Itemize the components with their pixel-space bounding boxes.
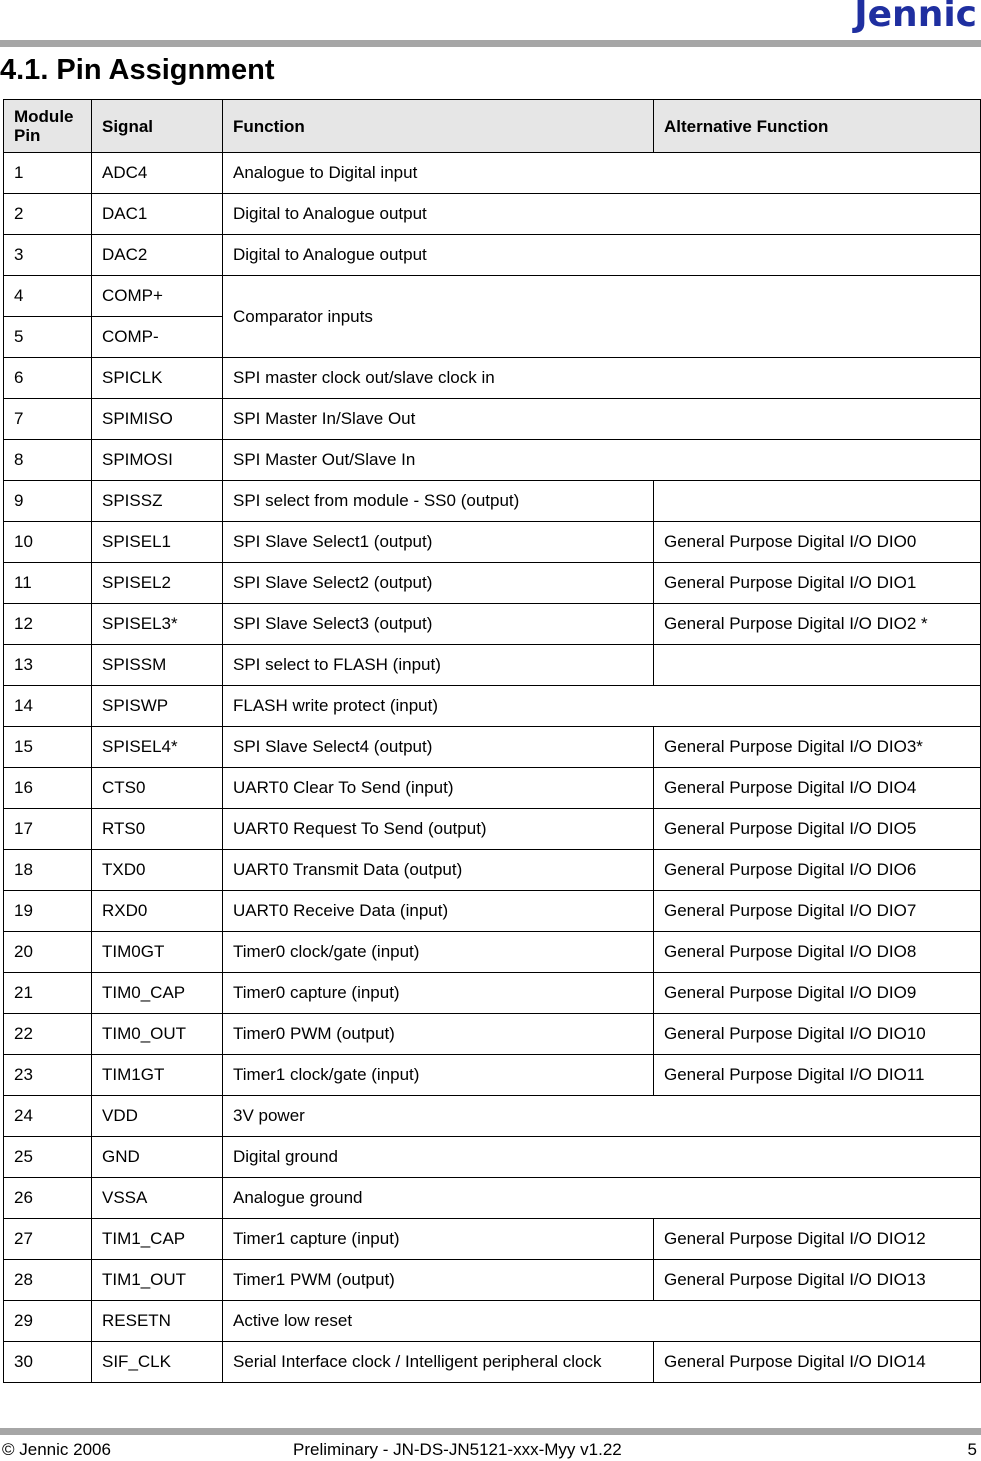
cell-function: SPI Slave Select4 (output) <box>223 727 654 768</box>
cell-function: Digital to Analogue output <box>223 194 981 235</box>
cell-alt-function: General Purpose Digital I/O DIO14 <box>654 1342 981 1383</box>
cell-alt-function: General Purpose Digital I/O DIO3* <box>654 727 981 768</box>
cell-alt-function: General Purpose Digital I/O DIO9 <box>654 973 981 1014</box>
cell-function: SPI master clock out/slave clock in <box>223 358 981 399</box>
cell-pin: 10 <box>4 522 92 563</box>
cell-pin: 26 <box>4 1178 92 1219</box>
table-row <box>4 153 981 194</box>
cell-alt-function: General Purpose Digital I/O DIO4 <box>654 768 981 809</box>
cell-pin: 28 <box>4 1260 92 1301</box>
cell-pin: 3 <box>4 235 92 276</box>
cell-function: SPI Slave Select3 (output) <box>223 604 654 645</box>
cell-signal: SPIMOSI <box>92 440 223 481</box>
cell-signal: TIM1_CAP <box>92 1219 223 1260</box>
cell-alt-function: General Purpose Digital I/O DIO11 <box>654 1055 981 1096</box>
pin-assignment-table <box>3 99 981 1383</box>
cell-alt-function <box>654 481 981 522</box>
cell-signal: ADC4 <box>92 153 223 194</box>
footer-rule <box>0 1428 981 1435</box>
table-row <box>4 850 981 891</box>
cell-signal: TIM0GT <box>92 932 223 973</box>
cell-function: FLASH write protect (input) <box>223 686 981 727</box>
cell-function: Timer1 capture (input) <box>223 1219 654 1260</box>
cell-alt-function: General Purpose Digital I/O DIO10 <box>654 1014 981 1055</box>
cell-function: Active low reset <box>223 1301 981 1342</box>
cell-function: Timer1 PWM (output) <box>223 1260 654 1301</box>
cell-function: SPI Master In/Slave Out <box>223 399 981 440</box>
cell-signal: SPISEL3* <box>92 604 223 645</box>
cell-function: SPI Slave Select2 (output) <box>223 563 654 604</box>
cell-signal: RXD0 <box>92 891 223 932</box>
header-alternative-function: Alternative Function <box>654 100 981 153</box>
cell-function: UART0 Receive Data (input) <box>223 891 654 932</box>
table-row <box>4 194 981 235</box>
table-row <box>4 1096 981 1137</box>
cell-signal: RESETN <box>92 1301 223 1342</box>
cell-function: Serial Interface clock / Intelligent peripheral clock <box>223 1342 654 1383</box>
cell-alt-function: General Purpose Digital I/O DIO7 <box>654 891 981 932</box>
cell-pin: 20 <box>4 932 92 973</box>
cell-pin: 22 <box>4 1014 92 1055</box>
table-row <box>4 1260 981 1301</box>
cell-signal: VDD <box>92 1096 223 1137</box>
cell-function: Comparator inputs <box>223 276 981 358</box>
table-row <box>4 1014 981 1055</box>
cell-signal: SPISWP <box>92 686 223 727</box>
table-row <box>4 768 981 809</box>
cell-function: SPI Slave Select1 (output) <box>223 522 654 563</box>
cell-pin: 4 <box>4 276 92 317</box>
table-row <box>4 809 981 850</box>
table-row <box>4 973 981 1014</box>
cell-alt-function: General Purpose Digital I/O DIO1 <box>654 563 981 604</box>
cell-pin: 2 <box>4 194 92 235</box>
cell-pin: 15 <box>4 727 92 768</box>
cell-pin: 6 <box>4 358 92 399</box>
cell-function: Timer0 PWM (output) <box>223 1014 654 1055</box>
table-row <box>4 481 981 522</box>
table-row <box>4 1178 981 1219</box>
footer-copyright: © Jennic 2006 <box>2 1440 111 1459</box>
cell-function: Analogue to Digital input <box>223 153 981 194</box>
cell-pin: 1 <box>4 153 92 194</box>
cell-pin: 5 <box>4 317 92 358</box>
cell-pin: 13 <box>4 645 92 686</box>
cell-function: Digital to Analogue output <box>223 235 981 276</box>
table-row <box>4 358 981 399</box>
table-row <box>4 727 981 768</box>
cell-signal: RTS0 <box>92 809 223 850</box>
cell-alt-function: General Purpose Digital I/O DIO6 <box>654 850 981 891</box>
cell-pin: 14 <box>4 686 92 727</box>
cell-signal: SPISEL2 <box>92 563 223 604</box>
table-row <box>4 522 981 563</box>
cell-alt-function: General Purpose Digital I/O DIO12 <box>654 1219 981 1260</box>
cell-signal: TIM0_OUT <box>92 1014 223 1055</box>
cell-pin: 25 <box>4 1137 92 1178</box>
cell-alt-function: General Purpose Digital I/O DIO2 * <box>654 604 981 645</box>
table-row <box>4 891 981 932</box>
cell-pin: 24 <box>4 1096 92 1137</box>
table-row <box>4 1137 981 1178</box>
table-row <box>4 399 981 440</box>
cell-signal: COMP- <box>92 317 223 358</box>
cell-signal: SIF_CLK <box>92 1342 223 1383</box>
table-row <box>4 645 981 686</box>
cell-alt-function: General Purpose Digital I/O DIO13 <box>654 1260 981 1301</box>
cell-function: UART0 Transmit Data (output) <box>223 850 654 891</box>
footer-document-id: Preliminary - JN-DS-JN5121-xxx-Myy v1.22 <box>293 1440 622 1459</box>
table-row <box>4 1301 981 1342</box>
cell-function: UART0 Request To Send (output) <box>223 809 654 850</box>
cell-alt-function: General Purpose Digital I/O DIO0 <box>654 522 981 563</box>
cell-pin: 9 <box>4 481 92 522</box>
table-row <box>4 235 981 276</box>
header-rule <box>0 40 981 47</box>
cell-signal: SPISSM <box>92 645 223 686</box>
section-title: 4.1. Pin Assignment <box>0 54 275 86</box>
cell-alt-function: General Purpose Digital I/O DIO5 <box>654 809 981 850</box>
cell-function: 3V power <box>223 1096 981 1137</box>
cell-signal: SPISEL1 <box>92 522 223 563</box>
cell-pin: 29 <box>4 1301 92 1342</box>
cell-pin: 19 <box>4 891 92 932</box>
cell-pin: 7 <box>4 399 92 440</box>
header-function: Function <box>223 100 654 153</box>
cell-pin: 30 <box>4 1342 92 1383</box>
cell-pin: 8 <box>4 440 92 481</box>
cell-alt-function: General Purpose Digital I/O DIO8 <box>654 932 981 973</box>
table-row <box>4 604 981 645</box>
cell-signal: COMP+ <box>92 276 223 317</box>
table-row <box>4 440 981 481</box>
cell-pin: 12 <box>4 604 92 645</box>
table-row <box>4 276 981 317</box>
cell-signal: SPIMISO <box>92 399 223 440</box>
jennic-logo: Jennic <box>854 0 977 35</box>
cell-pin: 17 <box>4 809 92 850</box>
header-module-pin: Module Pin <box>4 100 92 153</box>
cell-function: Timer1 clock/gate (input) <box>223 1055 654 1096</box>
table-header-row <box>4 100 981 153</box>
cell-pin: 27 <box>4 1219 92 1260</box>
cell-function: Digital ground <box>223 1137 981 1178</box>
cell-alt-function <box>654 645 981 686</box>
cell-signal: VSSA <box>92 1178 223 1219</box>
cell-signal: SPISEL4* <box>92 727 223 768</box>
table-row <box>4 686 981 727</box>
cell-signal: DAC1 <box>92 194 223 235</box>
cell-pin: 18 <box>4 850 92 891</box>
cell-function: Analogue ground <box>223 1178 981 1219</box>
cell-signal: TXD0 <box>92 850 223 891</box>
cell-signal: TIM0_CAP <box>92 973 223 1014</box>
cell-pin: 11 <box>4 563 92 604</box>
cell-pin: 23 <box>4 1055 92 1096</box>
cell-signal: TIM1_OUT <box>92 1260 223 1301</box>
cell-function: UART0 Clear To Send (input) <box>223 768 654 809</box>
header-signal: Signal <box>92 100 223 153</box>
table-row <box>4 563 981 604</box>
cell-signal: CTS0 <box>92 768 223 809</box>
cell-function: Timer0 capture (input) <box>223 973 654 1014</box>
cell-pin: 16 <box>4 768 92 809</box>
table-row <box>4 1342 981 1383</box>
cell-function: SPI select from module - SS0 (output) <box>223 481 654 522</box>
cell-function: Timer0 clock/gate (input) <box>223 932 654 973</box>
cell-function: SPI select to FLASH (input) <box>223 645 654 686</box>
footer-page-number: 5 <box>967 1440 977 1459</box>
table-row <box>4 1055 981 1096</box>
table-row <box>4 932 981 973</box>
cell-signal: GND <box>92 1137 223 1178</box>
cell-function: SPI Master Out/Slave In <box>223 440 981 481</box>
cell-signal: SPICLK <box>92 358 223 399</box>
cell-signal: TIM1GT <box>92 1055 223 1096</box>
cell-pin: 21 <box>4 973 92 1014</box>
cell-signal: SPISSZ <box>92 481 223 522</box>
cell-signal: DAC2 <box>92 235 223 276</box>
table-row <box>4 1219 981 1260</box>
